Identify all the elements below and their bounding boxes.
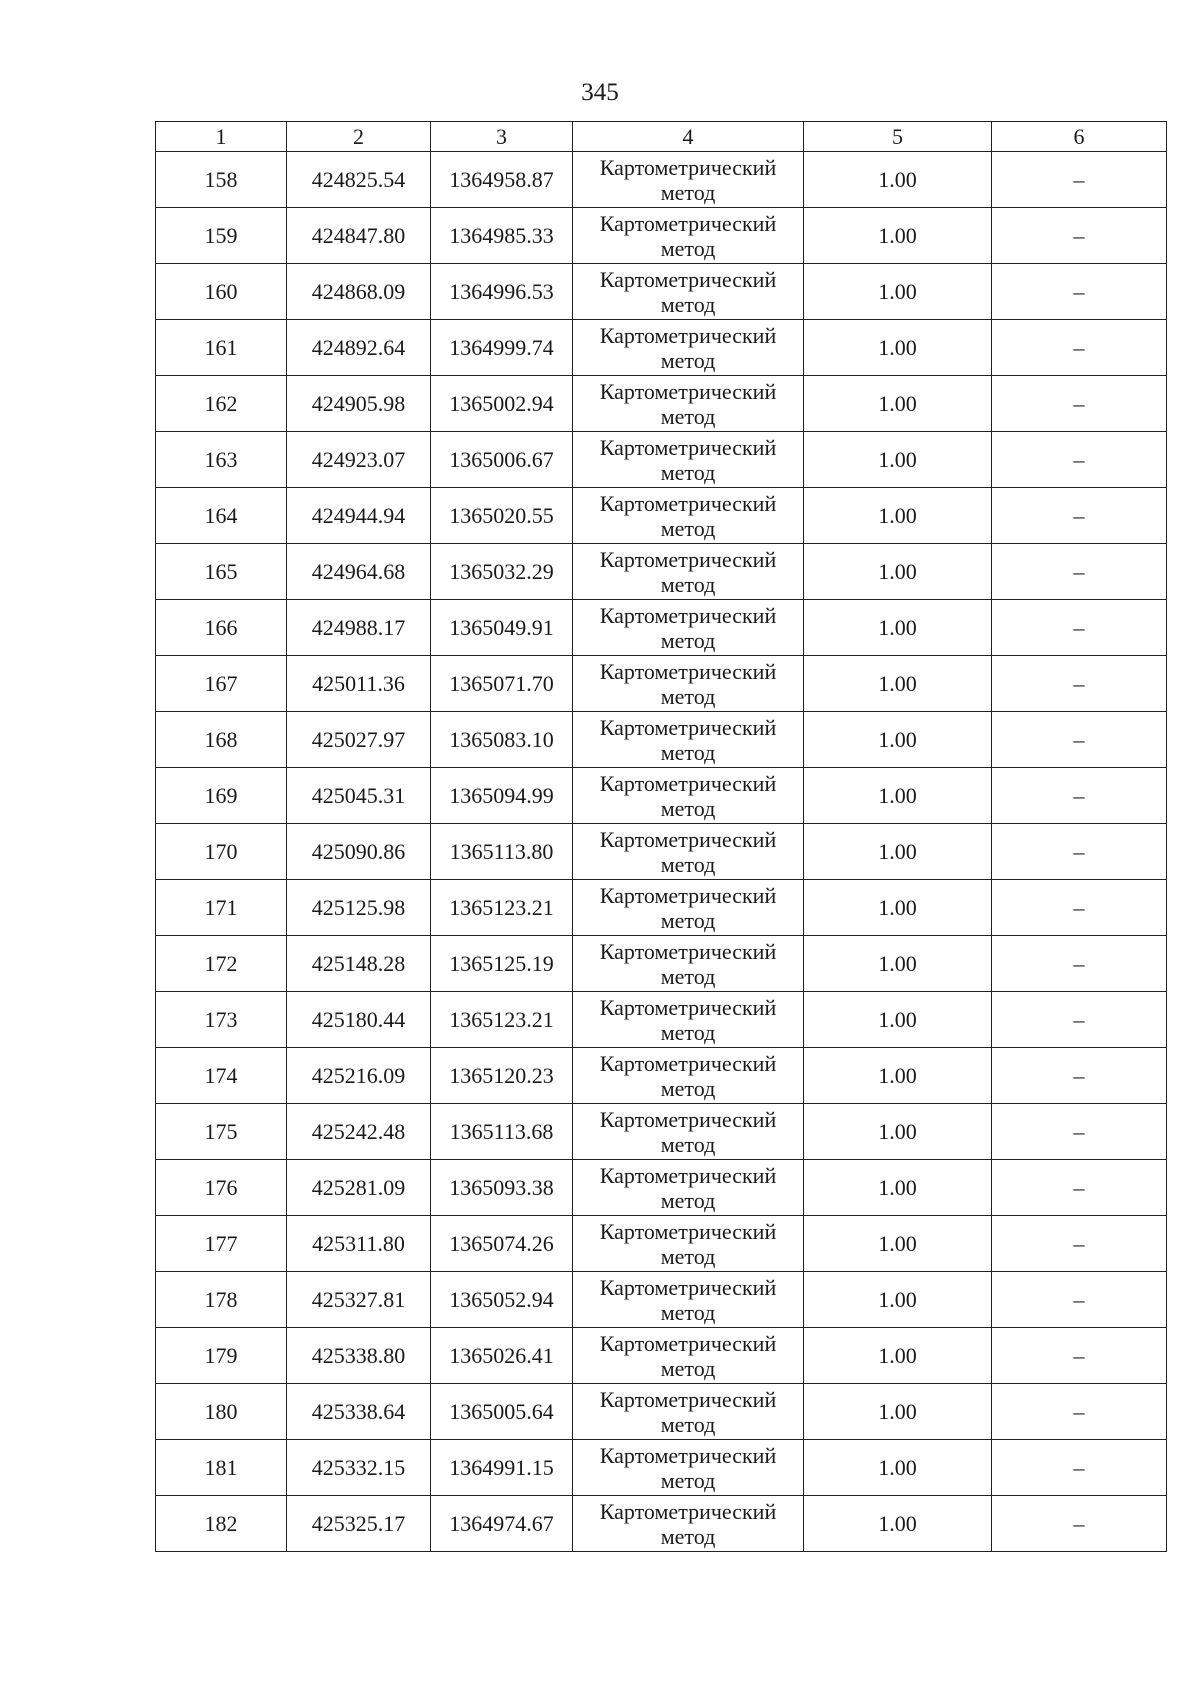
column-header: 3	[431, 122, 573, 152]
y-coordinate-cell: 1365113.68	[431, 1104, 573, 1160]
method-cell	[573, 1160, 804, 1216]
method-line-1: Картометрический	[599, 378, 777, 404]
method-line-2: метод	[660, 515, 716, 541]
y-coordinate-cell: 1365074.26	[431, 1216, 573, 1272]
method-line-1: Картометрический	[599, 154, 777, 180]
method-line-1: Картометрический	[599, 714, 777, 740]
method-cell	[573, 208, 804, 264]
note-cell: –	[992, 1272, 1167, 1328]
table-body	[156, 152, 1167, 1552]
accuracy-cell: 1.00	[804, 432, 992, 488]
note-cell: –	[992, 1384, 1167, 1440]
table-row	[156, 208, 1167, 264]
y-coordinate-cell: 1365113.80	[431, 824, 573, 880]
table-row	[156, 600, 1167, 656]
y-coordinate-cell: 1365032.29	[431, 544, 573, 600]
method-cell	[573, 880, 804, 936]
x-coordinate-cell: 424847.80	[287, 208, 431, 264]
x-coordinate-cell: 424825.54	[287, 152, 431, 208]
accuracy-cell: 1.00	[804, 1440, 992, 1496]
accuracy-cell: 1.00	[804, 1160, 992, 1216]
x-coordinate-cell: 424964.68	[287, 544, 431, 600]
x-coordinate-cell: 425338.80	[287, 1328, 431, 1384]
method-line-2: метод	[660, 851, 716, 877]
method-line-1: Картометрический	[599, 1050, 777, 1076]
method-cell	[573, 656, 804, 712]
point-number-cell: 170	[156, 824, 287, 880]
x-coordinate-cell: 424923.07	[287, 432, 431, 488]
accuracy-cell: 1.00	[804, 152, 992, 208]
method-cell	[573, 1440, 804, 1496]
method-cell	[573, 1384, 804, 1440]
method-line-2: метод	[660, 1355, 716, 1381]
method-cell	[573, 712, 804, 768]
x-coordinate-cell: 425125.98	[287, 880, 431, 936]
table-row	[156, 1496, 1167, 1552]
point-number-cell: 178	[156, 1272, 287, 1328]
note-cell: –	[992, 824, 1167, 880]
column-header: 4	[573, 122, 804, 152]
table-row	[156, 936, 1167, 992]
method-line-1: Картометрический	[599, 770, 777, 796]
table-row	[156, 488, 1167, 544]
method-cell	[573, 264, 804, 320]
coordinates-table	[155, 121, 1167, 1552]
point-number-cell: 174	[156, 1048, 287, 1104]
note-cell: –	[992, 600, 1167, 656]
x-coordinate-cell: 425216.09	[287, 1048, 431, 1104]
point-number-cell: 164	[156, 488, 287, 544]
method-line-2: метод	[660, 347, 716, 373]
method-cell	[573, 936, 804, 992]
table-row	[156, 1384, 1167, 1440]
x-coordinate-cell: 425180.44	[287, 992, 431, 1048]
method-line-1: Картометрический	[599, 1386, 777, 1412]
method-line-2: метод	[660, 795, 716, 821]
note-cell: –	[992, 488, 1167, 544]
point-number-cell: 177	[156, 1216, 287, 1272]
accuracy-cell: 1.00	[804, 1272, 992, 1328]
accuracy-cell: 1.00	[804, 656, 992, 712]
table-row	[156, 1104, 1167, 1160]
y-coordinate-cell: 1364958.87	[431, 152, 573, 208]
accuracy-cell: 1.00	[804, 320, 992, 376]
x-coordinate-cell: 425327.81	[287, 1272, 431, 1328]
method-line-1: Картометрический	[599, 210, 777, 236]
point-number-cell: 161	[156, 320, 287, 376]
x-coordinate-cell: 424988.17	[287, 600, 431, 656]
method-line-2: метод	[660, 1299, 716, 1325]
method-line-1: Картометрический	[599, 1498, 777, 1524]
accuracy-cell: 1.00	[804, 264, 992, 320]
note-cell: –	[992, 1496, 1167, 1552]
method-line-1: Картометрический	[599, 1442, 777, 1468]
method-line-2: метод	[660, 403, 716, 429]
point-number-cell: 163	[156, 432, 287, 488]
table-row	[156, 712, 1167, 768]
method-line-1: Картометрический	[599, 490, 777, 516]
accuracy-cell: 1.00	[804, 936, 992, 992]
note-cell: –	[992, 544, 1167, 600]
point-number-cell: 175	[156, 1104, 287, 1160]
accuracy-cell: 1.00	[804, 208, 992, 264]
table-row	[156, 544, 1167, 600]
note-cell: –	[992, 992, 1167, 1048]
note-cell: –	[992, 1104, 1167, 1160]
y-coordinate-cell: 1365094.99	[431, 768, 573, 824]
method-line-2: метод	[660, 1467, 716, 1493]
note-cell: –	[992, 1328, 1167, 1384]
accuracy-cell: 1.00	[804, 376, 992, 432]
accuracy-cell: 1.00	[804, 544, 992, 600]
method-line-1: Картометрический	[599, 658, 777, 684]
method-line-1: Картометрический	[599, 938, 777, 964]
point-number-cell: 169	[156, 768, 287, 824]
method-line-2: метод	[660, 907, 716, 933]
method-line-2: метод	[660, 459, 716, 485]
table-row	[156, 880, 1167, 936]
accuracy-cell: 1.00	[804, 712, 992, 768]
method-cell	[573, 1104, 804, 1160]
y-coordinate-cell: 1364985.33	[431, 208, 573, 264]
y-coordinate-cell: 1365083.10	[431, 712, 573, 768]
method-line-1: Картометрический	[599, 322, 777, 348]
table-row	[156, 152, 1167, 208]
table-row	[156, 824, 1167, 880]
point-number-cell: 179	[156, 1328, 287, 1384]
method-line-1: Картометрический	[599, 1218, 777, 1244]
table-row	[156, 992, 1167, 1048]
point-number-cell: 171	[156, 880, 287, 936]
method-cell	[573, 376, 804, 432]
method-line-2: метод	[660, 627, 716, 653]
point-number-cell: 181	[156, 1440, 287, 1496]
table-row	[156, 1440, 1167, 1496]
method-line-1: Картометрический	[599, 994, 777, 1020]
method-line-1: Картометрический	[599, 546, 777, 572]
table-row	[156, 768, 1167, 824]
x-coordinate-cell: 425338.64	[287, 1384, 431, 1440]
accuracy-cell: 1.00	[804, 1048, 992, 1104]
x-coordinate-cell: 425090.86	[287, 824, 431, 880]
point-number-cell: 167	[156, 656, 287, 712]
accuracy-cell: 1.00	[804, 992, 992, 1048]
column-header: 1	[156, 122, 287, 152]
x-coordinate-cell: 425027.97	[287, 712, 431, 768]
accuracy-cell: 1.00	[804, 1216, 992, 1272]
method-line-1: Картометрический	[599, 1274, 777, 1300]
table-row	[156, 1048, 1167, 1104]
page-number: 345	[581, 79, 619, 106]
method-line-2: метод	[660, 1523, 716, 1549]
point-number-cell: 158	[156, 152, 287, 208]
point-number-cell: 173	[156, 992, 287, 1048]
method-line-1: Картометрический	[599, 602, 777, 628]
method-cell	[573, 824, 804, 880]
table-row	[156, 320, 1167, 376]
method-line-1: Картометрический	[599, 1106, 777, 1132]
table-row	[156, 432, 1167, 488]
y-coordinate-cell: 1364996.53	[431, 264, 573, 320]
y-coordinate-cell: 1365093.38	[431, 1160, 573, 1216]
table-row	[156, 1216, 1167, 1272]
method-cell	[573, 320, 804, 376]
method-line-1: Картометрический	[599, 266, 777, 292]
table-row	[156, 1160, 1167, 1216]
method-line-2: метод	[660, 291, 716, 317]
method-cell	[573, 1328, 804, 1384]
method-line-1: Картометрический	[599, 826, 777, 852]
method-line-2: метод	[660, 1131, 716, 1157]
method-line-2: метод	[660, 571, 716, 597]
method-cell	[573, 768, 804, 824]
accuracy-cell: 1.00	[804, 1104, 992, 1160]
note-cell: –	[992, 264, 1167, 320]
method-line-1: Картометрический	[599, 882, 777, 908]
x-coordinate-cell: 424892.64	[287, 320, 431, 376]
note-cell: –	[992, 712, 1167, 768]
method-cell	[573, 1048, 804, 1104]
y-coordinate-cell: 1365052.94	[431, 1272, 573, 1328]
method-line-2: метод	[660, 683, 716, 709]
point-number-cell: 165	[156, 544, 287, 600]
y-coordinate-cell: 1365020.55	[431, 488, 573, 544]
accuracy-cell: 1.00	[804, 880, 992, 936]
note-cell: –	[992, 320, 1167, 376]
x-coordinate-cell: 424868.09	[287, 264, 431, 320]
method-line-1: Картометрический	[599, 434, 777, 460]
y-coordinate-cell: 1364999.74	[431, 320, 573, 376]
note-cell: –	[992, 1048, 1167, 1104]
method-line-2: метод	[660, 235, 716, 261]
point-number-cell: 182	[156, 1496, 287, 1552]
point-number-cell: 180	[156, 1384, 287, 1440]
point-number-cell: 176	[156, 1160, 287, 1216]
point-number-cell: 168	[156, 712, 287, 768]
accuracy-cell: 1.00	[804, 824, 992, 880]
method-line-2: метод	[660, 1243, 716, 1269]
x-coordinate-cell: 424905.98	[287, 376, 431, 432]
y-coordinate-cell: 1365002.94	[431, 376, 573, 432]
y-coordinate-cell: 1365006.67	[431, 432, 573, 488]
note-cell: –	[992, 1440, 1167, 1496]
point-number-cell: 172	[156, 936, 287, 992]
column-header: 2	[287, 122, 431, 152]
note-cell: –	[992, 656, 1167, 712]
y-coordinate-cell: 1365123.21	[431, 880, 573, 936]
table-row	[156, 264, 1167, 320]
x-coordinate-cell: 424944.94	[287, 488, 431, 544]
y-coordinate-cell: 1365125.19	[431, 936, 573, 992]
method-cell	[573, 1496, 804, 1552]
point-number-cell: 166	[156, 600, 287, 656]
y-coordinate-cell: 1365071.70	[431, 656, 573, 712]
note-cell: –	[992, 880, 1167, 936]
method-cell	[573, 1272, 804, 1328]
method-cell	[573, 152, 804, 208]
note-cell: –	[992, 208, 1167, 264]
method-line-2: метод	[660, 179, 716, 205]
column-header: 6	[992, 122, 1167, 152]
accuracy-cell: 1.00	[804, 1328, 992, 1384]
method-line-2: метод	[660, 739, 716, 765]
note-cell: –	[992, 1216, 1167, 1272]
x-coordinate-cell: 425045.31	[287, 768, 431, 824]
x-coordinate-cell: 425325.17	[287, 1496, 431, 1552]
table-row	[156, 656, 1167, 712]
method-line-1: Картометрический	[599, 1330, 777, 1356]
accuracy-cell: 1.00	[804, 1384, 992, 1440]
x-coordinate-cell: 425148.28	[287, 936, 431, 992]
point-number-cell: 160	[156, 264, 287, 320]
x-coordinate-cell: 425242.48	[287, 1104, 431, 1160]
y-coordinate-cell: 1365049.91	[431, 600, 573, 656]
x-coordinate-cell: 425011.36	[287, 656, 431, 712]
method-line-2: метод	[660, 963, 716, 989]
method-line-2: метод	[660, 1411, 716, 1437]
note-cell: –	[992, 152, 1167, 208]
accuracy-cell: 1.00	[804, 488, 992, 544]
column-header: 5	[804, 122, 992, 152]
method-cell	[573, 544, 804, 600]
method-cell	[573, 1216, 804, 1272]
method-cell	[573, 488, 804, 544]
method-line-1: Картометрический	[599, 1162, 777, 1188]
y-coordinate-cell: 1364974.67	[431, 1496, 573, 1552]
method-line-2: метод	[660, 1019, 716, 1045]
method-cell	[573, 432, 804, 488]
table-row	[156, 1272, 1167, 1328]
note-cell: –	[992, 1160, 1167, 1216]
x-coordinate-cell: 425281.09	[287, 1160, 431, 1216]
x-coordinate-cell: 425311.80	[287, 1216, 431, 1272]
note-cell: –	[992, 376, 1167, 432]
accuracy-cell: 1.00	[804, 768, 992, 824]
point-number-cell: 162	[156, 376, 287, 432]
y-coordinate-cell: 1365123.21	[431, 992, 573, 1048]
note-cell: –	[992, 936, 1167, 992]
accuracy-cell: 1.00	[804, 600, 992, 656]
method-line-2: метод	[660, 1187, 716, 1213]
y-coordinate-cell: 1365120.23	[431, 1048, 573, 1104]
x-coordinate-cell: 425332.15	[287, 1440, 431, 1496]
method-cell	[573, 600, 804, 656]
point-number-cell: 159	[156, 208, 287, 264]
method-cell	[573, 992, 804, 1048]
table-row	[156, 376, 1167, 432]
accuracy-cell: 1.00	[804, 1496, 992, 1552]
note-cell: –	[992, 432, 1167, 488]
note-cell: –	[992, 768, 1167, 824]
method-line-2: метод	[660, 1075, 716, 1101]
table-row	[156, 1328, 1167, 1384]
y-coordinate-cell: 1364991.15	[431, 1440, 573, 1496]
y-coordinate-cell: 1365005.64	[431, 1384, 573, 1440]
table-header-row	[156, 122, 1167, 152]
y-coordinate-cell: 1365026.41	[431, 1328, 573, 1384]
